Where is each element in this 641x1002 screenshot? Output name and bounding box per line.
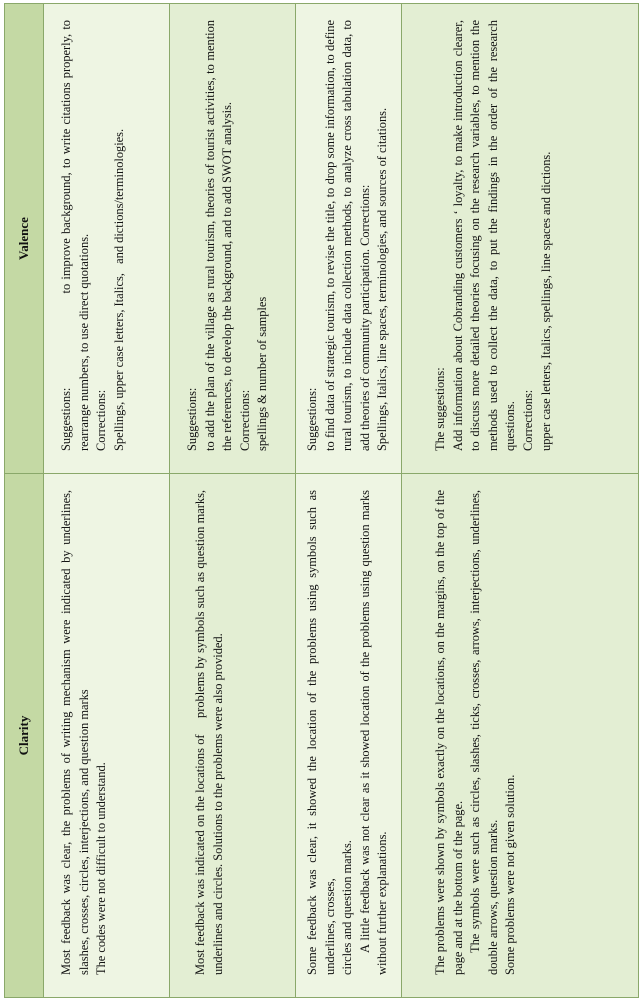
- clarity-cell: [402, 474, 639, 998]
- clarity-text: A little feedback was not clear as it showed location of the problems using question marks without further explanations.: [357, 490, 390, 975]
- valence-cell: [296, 4, 402, 474]
- valence-text: spellings & number of samples: [255, 296, 270, 451]
- header-clarity: Clarity: [5, 474, 44, 998]
- valence-text: Suggestions: to improve background, to write citations properly, to rearrange numbers, to use direct quotations.: [59, 16, 91, 451]
- valence-text: Corrections:: [94, 389, 109, 451]
- clarity-text: Some feedback was clear, it showed the location of the problems using symbols such as underlines, crosses,: [305, 490, 337, 975]
- header-valence: Valence: [5, 4, 44, 474]
- valence-text: Spellings, Italics, line spaces, terminologies, and sources of citations.: [375, 107, 390, 451]
- clarity-text: The symbols were such as circles, slashes, ticks, crosses, arrows, interjections, underlines, double arrows, question marks.: [468, 490, 500, 975]
- clarity-text: Some problems were not given solution.: [503, 774, 518, 975]
- clarity-text: Most feedback was indicated on the locations of problems by symbols such as question marks, underlines and circles. Solutions to the problems were also provided.: [193, 486, 225, 975]
- valence-text: Suggestions:: [185, 387, 199, 451]
- valence-text: Corrections:: [237, 389, 252, 451]
- valence-text: Corrections:: [520, 389, 535, 451]
- valence-text: to add the plan of the village as rural tourism, theories of tourist activities, to mention the references, to develop the background, and to add SWOT analysis.: [202, 20, 235, 451]
- clarity-text: The problems were shown by symbols exactly on the locations, on the margins, on the top of the page and at the bottom of the page.: [433, 490, 465, 975]
- valence-cell: [44, 4, 170, 474]
- table-row: [44, 4, 170, 998]
- valence-text: Spellings, upper case letters, Italics, and dictions/terminologies.: [111, 128, 126, 451]
- table-row: [296, 4, 402, 998]
- valence-cell: [170, 4, 296, 474]
- clarity-text: circles and question marks.: [340, 840, 355, 975]
- table-row: [170, 4, 296, 998]
- clarity-text: Most feedback was clear, the problems of writing mechanism were indicated by underlines, slashes, crosses, circles, interjections, and question marks: [59, 490, 91, 975]
- table-row: [402, 4, 639, 998]
- valence-text: Suggestions:: [305, 387, 319, 451]
- clarity-cell: [170, 474, 296, 998]
- feedback-table: [4, 3, 639, 998]
- valence-cell: [402, 4, 639, 474]
- clarity-cell: [44, 474, 170, 998]
- valence-text: upper case letters, Italics, spellings, line spaces and dictions.: [538, 151, 553, 451]
- clarity-text: The codes were not difficult to understand.: [94, 762, 109, 975]
- valence-text: to find data of strategic tourism, to revise the title, to drop some information, to define rural tourism, to include data collection methods, to analyze cross tabulation data, to add theories of community participation. Corrections:: [322, 20, 372, 451]
- valence-text: The suggestions:: [433, 367, 447, 451]
- valence-text: Add information about Cobranding customers ‘ loyalty, to make introduction clearer, to discuss more detailed theories focusing on the research variables, to mention the methods used to collect the data, to put the findings in the order of the research questions.: [450, 20, 518, 451]
- clarity-cell: [296, 474, 402, 998]
- table-header-row: [5, 4, 44, 998]
